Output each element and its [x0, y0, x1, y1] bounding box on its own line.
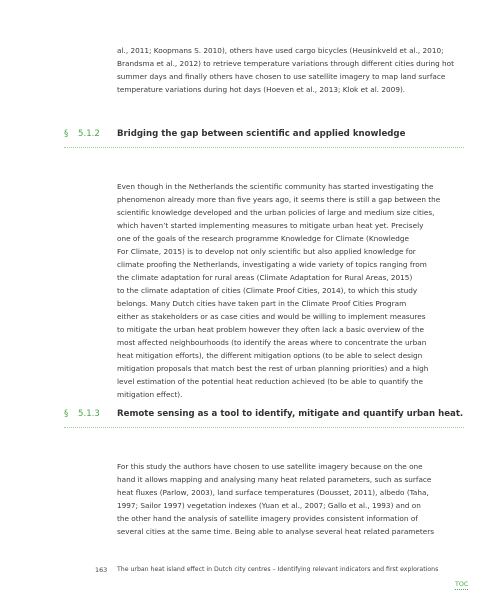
text-line: level estimation of the potential heat reduction achieved (to be able to quantify the — [117, 377, 424, 386]
text-line: several cities at the same time. Being able to analyse several heat related parameters — [117, 527, 435, 536]
text-line: heat fluxes (Parlow, 2003), land surface temperatures (Dousset, 2011), albedo (Taha, — [117, 488, 429, 497]
text-line: climate proofing the Netherlands, investigating a wide variety of topics ranging from — [117, 260, 427, 269]
page-number: 163 — [95, 566, 108, 574]
running-title: The urban heat island effect in Dutch city centres – Identifying relevant indicators and first explorations — [117, 566, 439, 573]
text-line: al., 2011; Koopmans S. 2010), others have used cargo bicycles (Heusinkveld et al., 2010; — [117, 46, 444, 55]
section-title: Bridging the gap between scientific and applied knowledge — [117, 129, 406, 139]
section-symbol: § — [64, 409, 69, 419]
text-line: either as stakeholders or as case cities and would be willing to implement measures — [117, 312, 426, 321]
text-line: most affected neighbourhoods (to identify the areas where to concentrate the urban — [117, 338, 427, 347]
text-line: mitigation effect). — [117, 390, 183, 399]
section-heading-5-1-2 — [64, 127, 464, 148]
text-line: to mitigate the urban heat problem however they often lack a basic overview of the — [117, 325, 425, 334]
text-line: temperature variations during hot days (Hoeven et al., 2013; Klok et al. 2009). — [117, 85, 406, 94]
toc-link[interactable]: TOC — [455, 580, 469, 588]
text-line: For Climate, 2015) is to develop not only scientific but also applied knowledge for — [117, 247, 416, 256]
text-line: hand it allows mapping and analysing many heat related parameters, such as surface — [117, 475, 432, 484]
section-symbol: § — [64, 129, 69, 139]
text-line: mitigation proposals that match best the rest of urban planning priorities) and a high — [117, 364, 429, 373]
text-line: which haven’t started implementing measures to mitigate urban heat yet. Precisely — [117, 221, 424, 230]
section-5-1-2-paragraph — [117, 180, 463, 401]
section-number: 5.1.2 — [78, 129, 100, 139]
text-line: to the climate adaptation of cities (Climate Proof Cities, 2014), to which this study — [117, 286, 418, 295]
intro-paragraph — [117, 44, 463, 96]
text-line: scientific knowledge developed and the urban policies of large and medium size cities, — [117, 208, 435, 217]
text-line: Brandsma et al., 2012) to retrieve temperature variations through different cities during hot — [117, 59, 454, 68]
text-line: summer days and finally others have chosen to use satellite imagery to map land surface — [117, 72, 446, 81]
text-line: the other hand the analysis of satellite imagery provides consistent information of — [117, 514, 418, 523]
section-5-1-3-paragraph — [117, 460, 463, 538]
text-line: one of the goals of the research programme Knowledge for Climate (Knowledge — [117, 234, 409, 243]
text-line: phenomenon already more than five years ago, it seems there is still a gap between the — [117, 195, 441, 204]
text-line: Even though in the Netherlands the scientific community has started investigating the — [117, 182, 434, 191]
section-title: Remote sensing as a tool to identify, mitigate and quantify urban heat. — [117, 409, 464, 419]
text-line: For this study the authors have chosen to use satellite imagery because on the one — [117, 462, 423, 471]
text-line: the climate adaptation for rural areas (Climate Adaptation for Rural Areas, 2015) — [117, 273, 413, 282]
section-number: 5.1.3 — [78, 409, 100, 419]
text-line: 1997; Sailor 1997) vegetation indexes (Yuan et al., 2007; Gallo et al., 1993) and on — [117, 501, 421, 510]
text-line: belongs. Many Dutch cities have taken part in the Climate Proof Cities Program — [117, 299, 407, 308]
text-line: heat mitigation efforts), the different mitigation options (to be able to select design — [117, 351, 423, 360]
section-heading-5-1-3 — [64, 407, 464, 428]
